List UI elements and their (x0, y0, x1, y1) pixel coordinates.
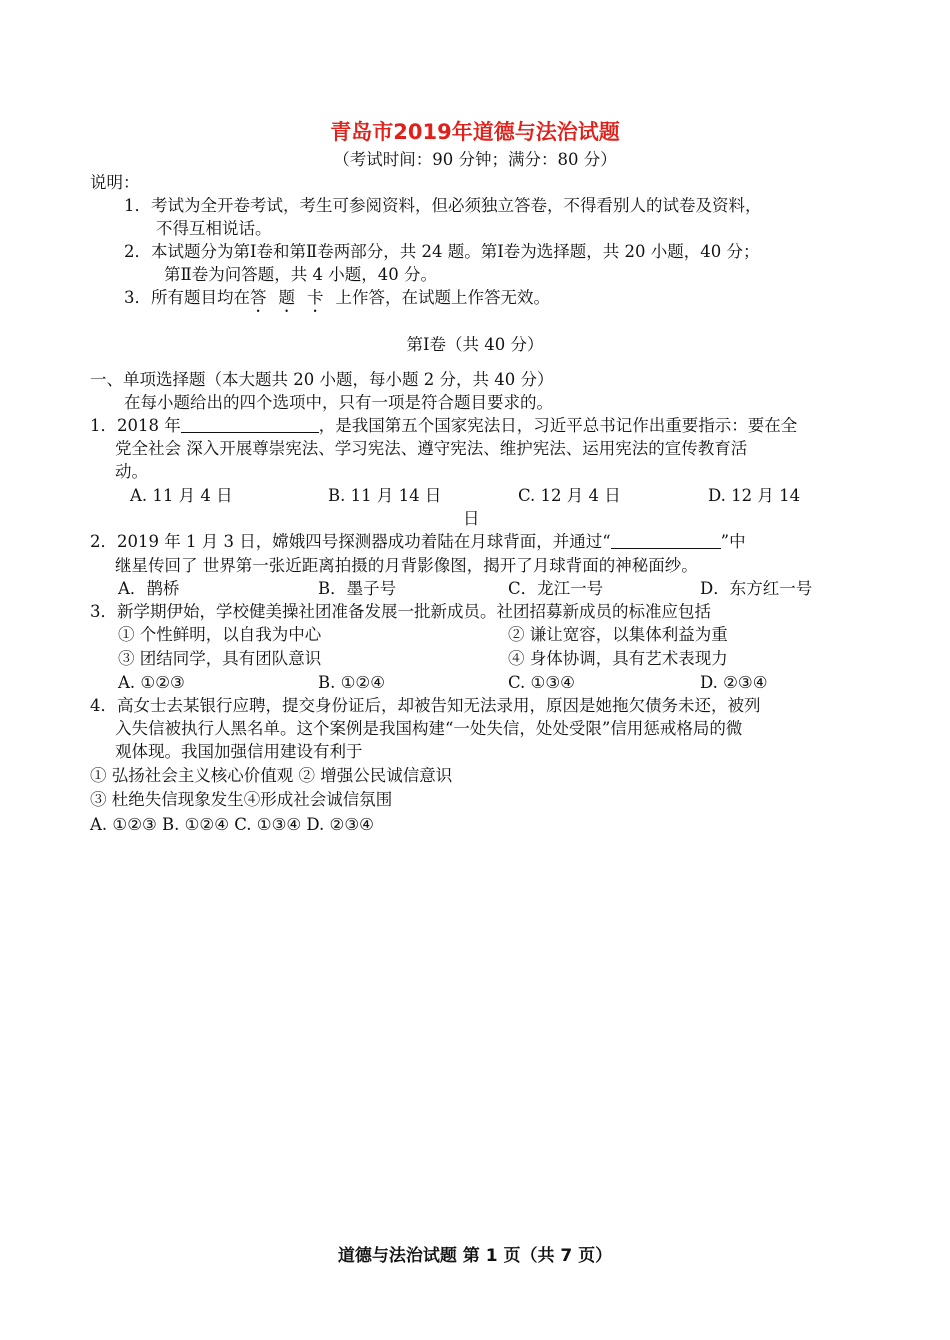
exam-subtitle: （考试时间：90 分钟；满分：80 分） (333, 150, 617, 169)
question-2-option-d: D．东方红一号 (700, 579, 813, 598)
question-2-line-2: 继星传回了 世界第一张近距离拍摄的月背影像图，揭开了月球背面的神秘面纱。 (115, 556, 698, 575)
question-2-option-b: B．墨子号 (318, 579, 397, 598)
exam-title: 青岛市2019年道德与法治试题 (330, 120, 620, 144)
notes-heading: 说明： (90, 173, 140, 192)
note-2-line-1: 2．本试题分为第Ⅰ卷和第Ⅱ卷两部分，共 24 题。第Ⅰ卷为选择题，共 20 小题，40 分； (124, 242, 760, 261)
note-1-line-2: 不得互相说话。 (156, 219, 272, 238)
question-1-line-1 (90, 415, 797, 437)
question-3-statement-1: ① 个性鲜明，以自我为中心 (118, 625, 322, 644)
question-2-post: ”中 (720, 532, 746, 551)
question-3-statement-4: ④ 身体协调，具有艺术表现力 (508, 649, 728, 668)
part-1-heading: 第Ⅰ卷（共 40 分） (406, 335, 544, 354)
question-3-option-a: A. ①②③ (118, 673, 185, 692)
note-3-pre: 3．所有题目均在 (124, 288, 250, 307)
question-4-statements-1-2: ① 弘扬社会主义核心价值观 ② 增强公民诚信意识 (90, 766, 453, 785)
note-1-line-1: 1．考试为全开卷考试，考生可参阅资料，但必须独立答卷，不得看别人的试卷及资料， (124, 196, 762, 215)
question-1-post: ，是我国第五个国家宪法日，习近平总书记作出重要指示：要在全 (318, 416, 798, 435)
question-2-option-c: C．龙江一号 (508, 579, 604, 598)
question-2-pre: 2．2019 年 1 月 3 日，嫦娥四号探测器成功着陆在月球背面，并通过“ (90, 532, 611, 551)
question-3-option-b: B. ①②④ (318, 673, 385, 692)
question-4-line-3: 观体现。我国加强信用建设有利于 (115, 742, 363, 761)
question-2-line-1 (90, 531, 746, 553)
note-3 (124, 287, 550, 316)
page-footer: 道德与法治试题 第 1 页（共 7 页） (337, 1246, 613, 1266)
note-3-post: 上作答，在试题上作答无效。 (335, 288, 550, 307)
question-3-option-d: D. ②③④ (700, 673, 768, 692)
question-4-line-1: 4．高女士去某银行应聘，提交身份证后，却被告知无法录用，原因是她拖欠债务未还，被列 (90, 696, 761, 715)
section-1-instruction: 在每小题给出的四个选项中，只有一项是符合题目要求的。 (124, 393, 553, 412)
section-1-heading: 一、单项选择题（本大题共 20 小题，每小题 2 分，共 40 分） (90, 370, 554, 389)
question-1-option-a: A. 11 月 4 日 (130, 486, 233, 505)
question-2-blank (611, 532, 721, 549)
question-1-option-c: C. 12 月 4 日 (518, 486, 621, 505)
note-3-emphasis: 答题卡 (250, 288, 336, 307)
question-1-option-d: D. 12 月 14 (708, 486, 801, 505)
note-2-line-2: 第Ⅱ卷为问答题，共 4 小题，40 分。 (164, 265, 437, 284)
question-1-line-2: 党全社会 深入开展尊崇宪法、学习宪法、遵守宪法、维护宪法、运用宪法的宣传教育活 (115, 439, 748, 458)
question-1-option-b: B. 11 月 14 日 (328, 486, 442, 505)
question-1-option-d-wrap: 日 (463, 509, 480, 528)
question-2-option-a: A．鹊桥 (118, 579, 180, 598)
question-3-statement-3: ③ 团结同学，具有团队意识 (118, 649, 322, 668)
question-1-blank (181, 416, 319, 433)
question-3-stem: 3．新学期伊始，学校健美操社团准备发展一批新成员。社团招募新成员的标准应包括 (90, 602, 711, 621)
question-3-option-c: C. ①③④ (508, 673, 575, 692)
question-4-statements-3-4: ③ 杜绝失信现象发生④形成社会诚信氛围 (90, 790, 393, 809)
question-4-options: A. ①②③ B. ①②④ C. ①③④ D. ②③④ (90, 815, 374, 834)
question-3-statement-2: ② 谦让宽容，以集体利益为重 (508, 625, 728, 644)
question-4-line-2: 入失信被执行人黑名单。这个案例是我国构建“一处失信，处处受限”信用惩戒格局的微 (115, 719, 743, 738)
question-1-pre: 1．2018 年 (90, 416, 181, 435)
question-1-line-3: 动。 (115, 462, 148, 481)
